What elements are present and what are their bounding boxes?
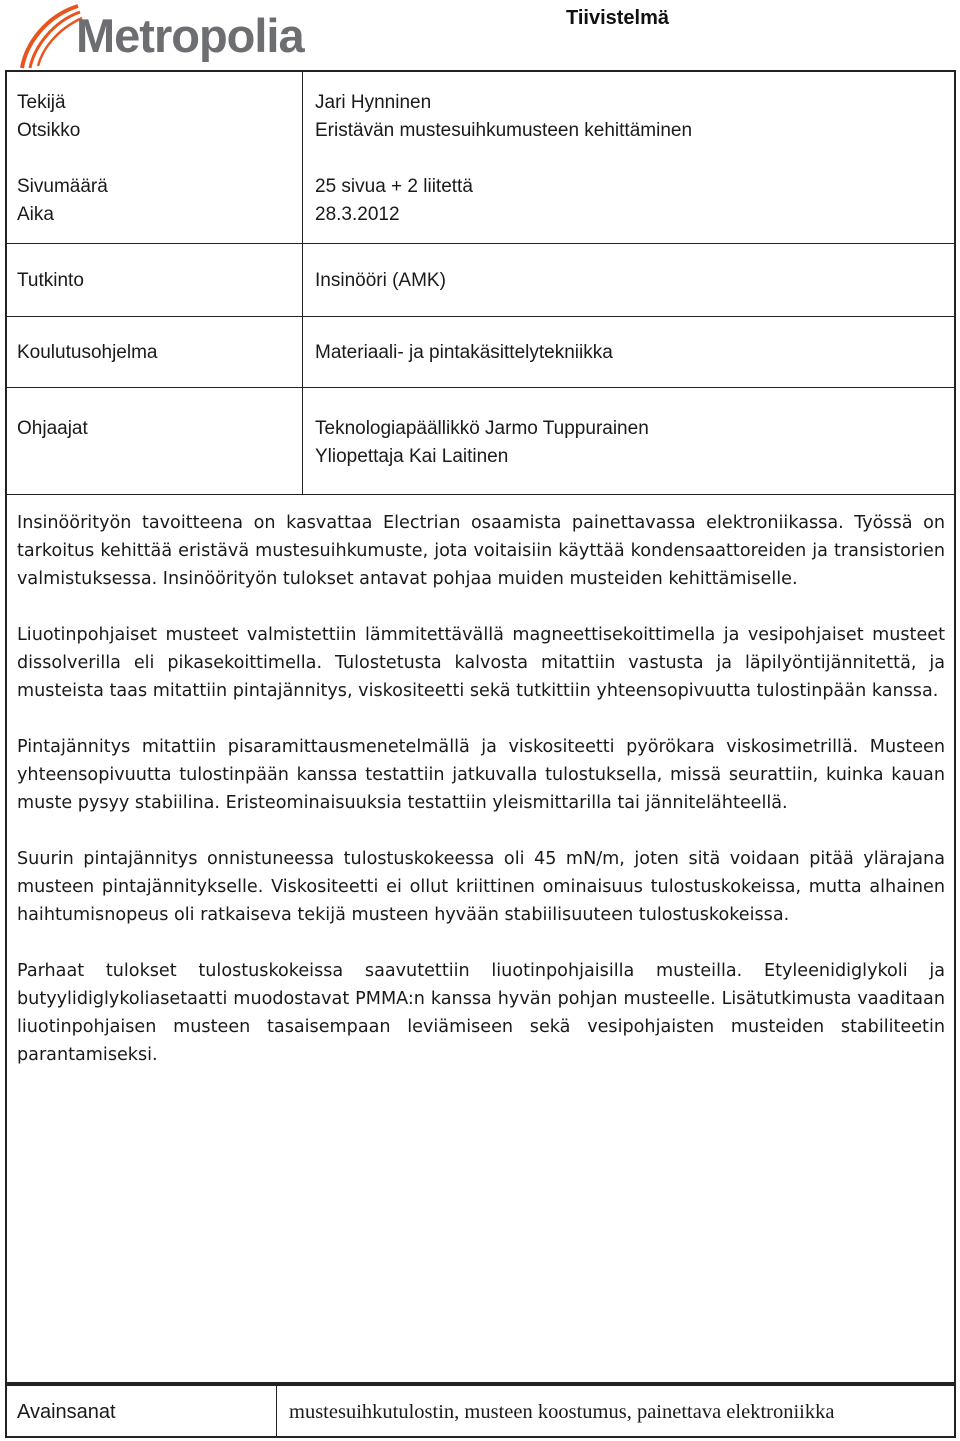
date-value: 28.3.2012 — [315, 204, 400, 225]
table-divider — [5, 316, 956, 317]
keywords-divider — [276, 1384, 277, 1438]
pages-label: Sivumäärä — [17, 176, 108, 197]
author-value: Jari Hynninen — [315, 92, 432, 113]
pages-value: 25 sivua + 2 liitettä — [315, 176, 473, 197]
programme-value: Materiaali- ja pintakäsittelytekniikka — [315, 342, 613, 363]
abstract-paragraph: Parhaat tulokset tulostuskokeissa saavutettiin liuotinpohjaisilla musteilla. Etyleenidiglykoli ja butyylidiglykoliasetaatti muodostavat PMMA:n kanssa hyvän pohjan musteelle. Lisätutkimusta vaaditaan liuotinpohjaisen musteen tasaisempaan leviämiseen sekä vesipohjaisten musteiden stabiliteetin parantamiseksi. — [17, 961, 945, 1065]
supervisor-1: Teknologiapäällikkö Jarmo Tuppurainen — [315, 418, 649, 439]
degree-value: Insinööri (AMK) — [315, 270, 446, 291]
metropolia-logo — [16, 4, 316, 70]
abstract-paragraph: Pintajännitys mitattiin pisaramittausmenetelmällä ja viskositeetti pyörökara viskosimetrillä. Musteen yhteensopivuutta tulostinpään kanssa testattiin jatkuvalla tulostuksella, missä seurattiin, kuinka kauan muste pysyy stabiilina. Eristeominaisuuksia testattiin yleismittarilla tai jännitelähteellä. — [17, 737, 945, 813]
abstract-body — [17, 509, 945, 1097]
table-divider — [5, 387, 956, 388]
supervisors-label: Ohjaajat — [17, 418, 88, 439]
keywords-label: Avainsanat — [17, 1401, 116, 1423]
table-divider — [5, 243, 956, 244]
logo-text: Metropolia — [76, 9, 304, 62]
document-type: Tiivistelmä — [566, 7, 670, 29]
title-label: Otsikko — [17, 120, 81, 141]
table-divider — [5, 494, 956, 495]
abstract-paragraph: Suurin pintajännitys onnistuneessa tulostuskokeessa oli 45 mN/m, joten sitä voidaan pitää ylärajana musteen pintajännitykselle. Viskositeetti ei ollut kriittinen ominaisuus tulostuskokeissa, mutta alhainen haihtumisnopeus oli ratkaiseva tekijä musteen hyvään stabiilisuuteen tulostuskokeissa. — [17, 849, 945, 925]
degree-label: Tutkinto — [17, 270, 84, 291]
supervisor-2: Yliopettaja Kai Laitinen — [315, 446, 509, 467]
programme-label: Koulutusohjelma — [17, 342, 158, 363]
author-label: Tekijä — [17, 92, 66, 113]
date-label: Aika — [17, 204, 54, 225]
abstract-paragraph: Liuotinpohjaiset musteet valmistettiin lämmitettävällä magneettisekoittimella ja vesipohjaiset musteet dissolverilla eli pikasekoittimella. Tulostetusta kalvosta mitattiin vastusta ja läpilyöntijännitettä, ja musteista taas mitattiin pintajännitys, viskositeetti sekä tutkittiin yhteensopivuutta tulostinpään kanssa. — [17, 625, 945, 701]
title-value: Eristävän mustesuihkumusteen kehittäminen — [315, 120, 693, 141]
keywords-value: mustesuihkutulostin, musteen koostumus, painettava elektroniikka — [289, 1401, 835, 1423]
abstract-paragraph: Insinöörityön tavoitteena on kasvattaa Electrian osaamista painettavassa elektroniikassa. Työssä on tarkoitus kehittää eristävä mustesuihkumuste, jota voitaisiin käyttää kondensaattoreiden ja transistorien valmistuksessa. Insinöörityön tulokset antavat pohjaa muiden musteiden kehittämiselle. — [17, 513, 945, 589]
table-column-divider — [302, 70, 303, 494]
